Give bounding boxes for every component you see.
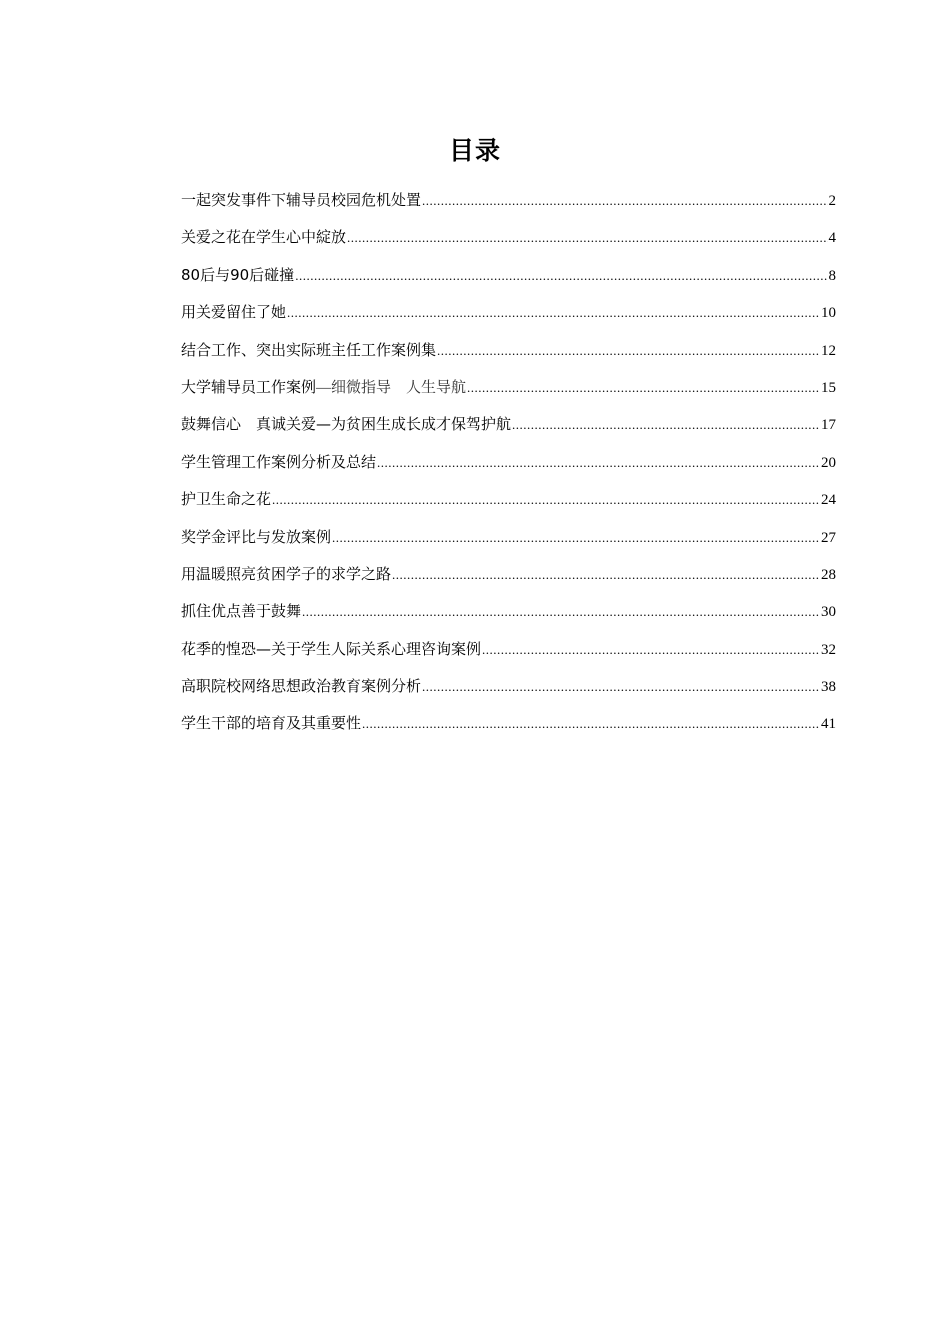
toc-entry-title: 花季的惶恐—关于学生人际关系心理咨询案例 (181, 639, 482, 658)
toc-dot-leader (422, 187, 827, 215)
toc-page-number: 32 (821, 641, 836, 658)
toc-entry[interactable] (181, 448, 836, 485)
toc-page-number: 15 (821, 379, 836, 396)
toc-heading: 目录 (448, 136, 501, 165)
toc-page-number: 27 (821, 529, 836, 546)
toc-entry[interactable] (181, 410, 836, 447)
toc-page-number: 20 (821, 454, 836, 471)
toc-page-number: 2 (828, 193, 836, 209)
toc-dot-leader (302, 598, 820, 626)
toc-entry-title: 学生管理工作案例分析及总结 (181, 452, 377, 471)
toc-page-number: 8 (828, 267, 836, 284)
toc-entry[interactable] (181, 597, 836, 634)
toc-page-number: 17 (821, 417, 836, 434)
toc-entry-title: 用关爱留住了她 (181, 303, 287, 322)
toc-dot-leader (392, 561, 820, 589)
toc-page-number: 30 (821, 604, 836, 621)
toc-entry-title: 护卫生命之花 (181, 490, 272, 509)
toc-page-number: 28 (821, 566, 836, 583)
toc-dot-leader (437, 337, 820, 365)
toc-entry[interactable] (181, 485, 836, 522)
toc-entry-title: 学生干部的培育及其重要性 (181, 714, 362, 733)
toc-dot-leader (377, 449, 820, 477)
toc-entry-title: 80后与90后碰撞 (181, 265, 295, 284)
toc-dot-leader (467, 374, 820, 402)
toc-entry-title: 关爱之花在学生心中綻放 (181, 228, 347, 247)
toc-dot-leader (332, 524, 820, 552)
toc-entry[interactable] (181, 261, 836, 298)
toc-page-number: 38 (821, 679, 836, 696)
toc-entry-title: 高职院校网络思想政治教育案例分析 (181, 677, 422, 696)
toc-page-number: 41 (821, 716, 836, 733)
toc-page-number: 24 (821, 492, 836, 509)
toc-dot-leader (272, 486, 820, 514)
toc-dot-leader (347, 224, 827, 252)
toc-entry[interactable] (181, 560, 836, 597)
toc-page-number: 10 (821, 305, 836, 322)
toc-dot-leader (287, 299, 820, 327)
toc-entry[interactable] (181, 298, 836, 335)
toc-dot-leader (482, 636, 820, 664)
toc-entry-title: 一起突发事件下辅导员校园危机处置 (181, 191, 422, 209)
toc-entry-title: 鼓舞信心 真诚关爱—为贫困生成长成才保驾护航 (181, 415, 512, 434)
toc-entry-subtitle: —细微指导 人生导航 (316, 379, 467, 396)
toc-dot-leader (295, 262, 827, 290)
toc-entry[interactable] (181, 709, 836, 746)
toc-entry-title: 抓住优点善于鼓舞 (181, 602, 302, 621)
toc-page-number: 4 (828, 230, 836, 247)
toc-entry-title: 用温暖照亮贫困学子的求学之路 (181, 564, 392, 583)
toc-dot-leader (422, 673, 820, 701)
toc-entry[interactable] (181, 336, 836, 373)
toc-entry[interactable] (181, 635, 836, 672)
table-of-contents (181, 186, 836, 747)
toc-entry[interactable] (181, 672, 836, 709)
toc-entry[interactable] (181, 186, 836, 223)
toc-entry-title: 奖学金评比与发放案例 (181, 527, 332, 546)
toc-entry[interactable] (181, 373, 836, 410)
toc-entry[interactable] (181, 523, 836, 560)
toc-entry-title: 结合工作、突出实际班主任工作案例集 (181, 340, 437, 359)
toc-page-number: 12 (821, 342, 836, 359)
toc-dot-leader (512, 411, 820, 439)
toc-entry-title: 大学辅导员工作案例—细微指导 人生导航 (181, 377, 467, 396)
toc-dot-leader (362, 710, 820, 738)
toc-entry[interactable] (181, 223, 836, 260)
